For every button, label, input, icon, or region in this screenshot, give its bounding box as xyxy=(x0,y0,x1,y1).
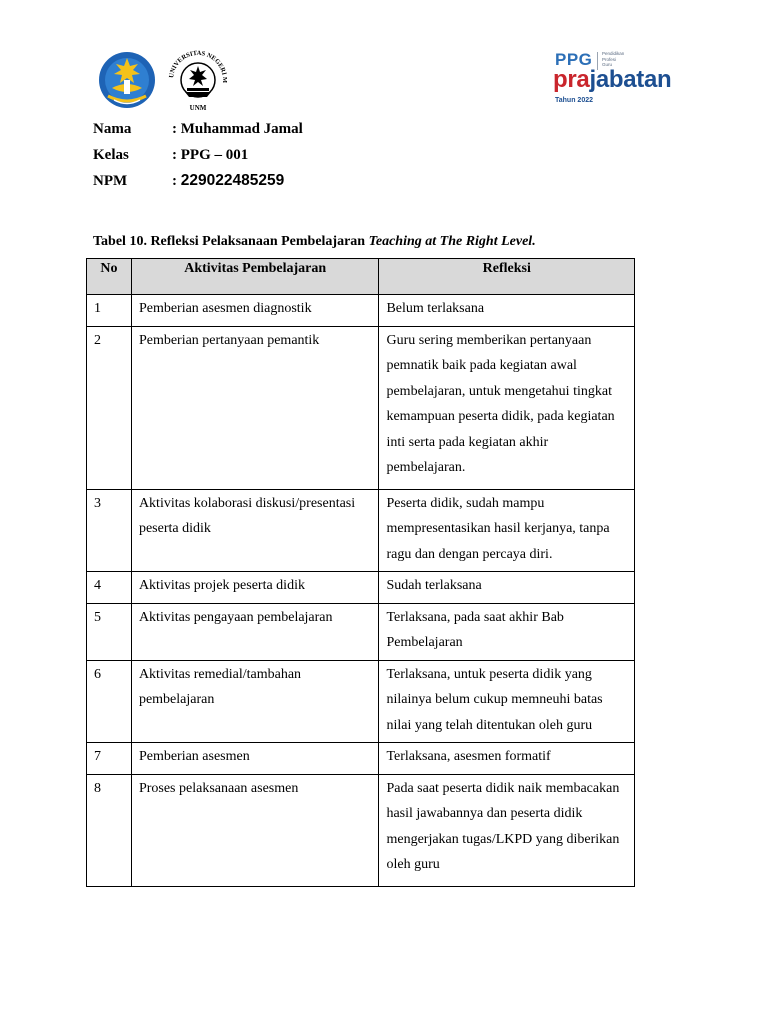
row-number: 7 xyxy=(87,743,132,775)
row-reflection: Pada saat peserta didik naik membacakan hasil jawabannya dan peserta didik mengerjakan tugas/LKPD yang diberikan oleh guru xyxy=(379,774,635,886)
ppg-year: Tahun 2022 xyxy=(555,97,593,104)
svg-text:UNIVERSITAS NEGERI MAKASSAR: UNIVERSITAS NEGERI M xyxy=(168,49,229,84)
ppg-prajabatan-wordmark: prajabatan xyxy=(553,66,672,93)
row-reflection: Sudah terlaksana xyxy=(379,572,635,604)
table-row xyxy=(87,774,635,886)
svg-text:UNM: UNM xyxy=(189,104,207,112)
table-row xyxy=(87,326,635,489)
row-reflection: Peserta didik, sudah mampu mempresentasikan hasil kerjanya, tanpa ragu dan dengan percaya diri. xyxy=(379,489,635,572)
identity-value: : Muhammad Jamal xyxy=(172,120,303,137)
row-reflection: Terlaksana, asesmen formatif xyxy=(379,743,635,775)
identity-row-npm xyxy=(93,168,303,194)
table-row xyxy=(87,743,635,775)
table-caption: Tabel 10. Refleksi Pelaksanaan Pembelajaran Teaching at The Right Level. xyxy=(93,234,536,249)
identity-label: Kelas xyxy=(93,146,129,163)
row-activity: Pemberian asesmen diagnostik xyxy=(131,295,379,327)
row-activity: Pemberian pertanyaan pemantik xyxy=(131,326,379,489)
table-row xyxy=(87,660,635,743)
row-activity: Aktivitas kolaborasi diskusi/presentasi peserta didik xyxy=(131,489,379,572)
row-number: 2 xyxy=(87,326,132,489)
table-row xyxy=(87,572,635,604)
identity-row-nama xyxy=(93,116,303,142)
table-row xyxy=(87,603,635,660)
row-number: 5 xyxy=(87,603,132,660)
reflection-table xyxy=(86,258,635,887)
column-header-activity: Aktivitas Pembelajaran xyxy=(131,259,379,295)
identity-row-kelas xyxy=(93,142,303,168)
column-header-reflection: Refleksi xyxy=(379,259,635,295)
row-activity: Pemberian asesmen xyxy=(131,743,379,775)
row-reflection: Belum terlaksana xyxy=(379,295,635,327)
row-activity: Proses pelaksanaan asesmen xyxy=(131,774,379,886)
row-activity: Aktivitas remedial/tambahan pembelajaran xyxy=(131,660,379,743)
ppg-prajabatan-logo xyxy=(555,48,675,108)
header-logos xyxy=(0,40,768,120)
row-reflection: Terlaksana, untuk peserta didik yang nilainya belum cukup memneuhi batas nilai yang telah ditentukan oleh guru xyxy=(379,660,635,743)
ppg-label: PPG xyxy=(555,50,593,69)
identity-value: 229022485259 xyxy=(180,172,285,189)
row-reflection: Terlaksana, pada saat akhir Bab Pembelajaran xyxy=(379,603,635,660)
student-identity xyxy=(93,116,303,194)
column-header-no: No xyxy=(87,259,132,295)
universitas-negeri-makassar-logo xyxy=(163,42,233,114)
row-number: 3 xyxy=(87,489,132,572)
ppg-small-text: Pendidikan Profesi Guru xyxy=(602,51,625,67)
identity-label: NPM xyxy=(93,172,128,189)
row-number: 6 xyxy=(87,660,132,743)
row-number: 8 xyxy=(87,774,132,886)
row-number: 4 xyxy=(87,572,132,604)
table-row xyxy=(87,295,635,327)
row-number: 1 xyxy=(87,295,132,327)
table-header-row xyxy=(87,259,635,295)
identity-label: Nama xyxy=(93,120,132,137)
identity-value: : PPG – 001 xyxy=(172,146,249,163)
row-activity: Aktivitas projek peserta didik xyxy=(131,572,379,604)
identity-value-prefix: : xyxy=(172,172,177,189)
tut-wuri-handayani-logo xyxy=(96,50,158,110)
table-row xyxy=(87,489,635,572)
row-activity: Aktivitas pengayaan pembelajaran xyxy=(131,603,379,660)
row-reflection: Guru sering memberikan pertanyaan pemnatik baik pada kegiatan awal pembelajaran, untuk mengetahui tingkat kemampuan peserta didik, pada kegiatan inti serta pada kegiatan akhir pembelajaran. xyxy=(379,326,635,489)
